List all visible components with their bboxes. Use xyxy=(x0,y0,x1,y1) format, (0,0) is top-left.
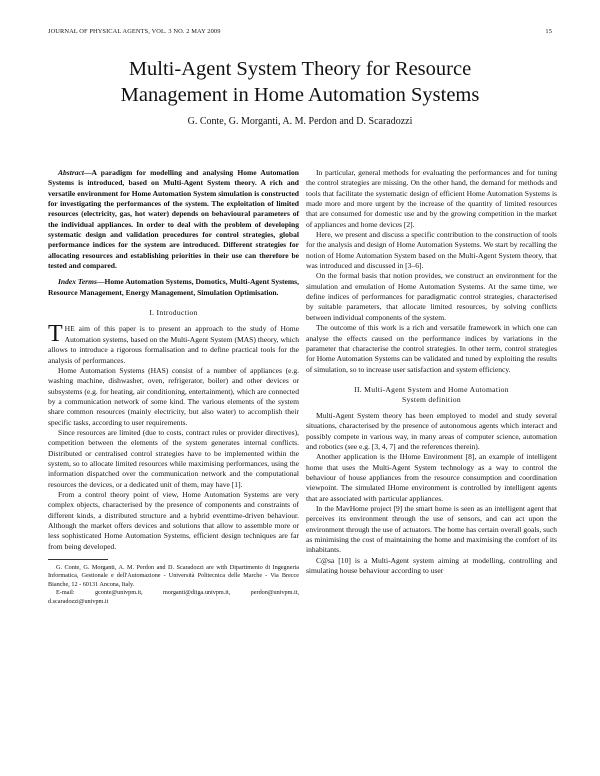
right-paragraph-4: The outcome of this work is a rich and versatile framework in which one can analyse the effects caused on the performance indices by variations in the parameter that characterise the control strategies. In other term, control strategies for Home Automation Systems can be validated and tuned by exploiting the results of simulation, so to increase user satisfaction and system efficiency. xyxy=(306,323,557,374)
author-email-footnote: E-mail: gconte@univpm.it, morganti@diiga.univpm.it, perdon@univpm.it, d.scaradozzi@univpm.it xyxy=(48,589,299,605)
paper-title xyxy=(40,56,560,108)
index-terms xyxy=(48,277,299,298)
title-line-1: Multi-Agent System Theory for Resource xyxy=(128,58,472,80)
section-heading-mas-line-2: System definition xyxy=(402,394,461,404)
section-heading-mas-line-1: II. Multi-Agent System and Home Automation xyxy=(354,384,509,394)
abstract xyxy=(48,168,299,271)
drop-cap: T xyxy=(48,321,63,348)
authors: G. Conte, G. Morganti, A. M. Perdon and D. Scaradozzi xyxy=(187,116,413,127)
intro-paragraph-3: Since resources are limited (due to costs, contract rules or provider directives), competition between the elements of the system generates internal conflicts. Distributed or centralised control strategies have to be implemented within the system, so to allocate limited resources while maximising performances, using the information dispatched over the communication network and the computational resources the devices, or a dedicated unit of them, may have [1]. xyxy=(48,427,299,489)
abstract-text: —A paradigm for modelling and analysing Home Automation Systems is introduced, based on Multi-Agent System theory. A rich and versatile environment for Home Automation System simulation is constructed for investigating the performances of the system. The exploitation of limited resources (electricity, gas, hot water) depends on behavioural parameters of the individual appliances. In order to deal with the problem of developing systematic design and validation procedures for control strategies, global performance indices for the system are introduced. Different strategies for allocating resources and establishing priorities in their use can therefore be tested and compared. xyxy=(48,168,299,271)
journal-header: JOURNAL OF PHYSICAL AGENTS, VOL. 3 NO. 2 MAY 2009 xyxy=(48,28,221,35)
index-terms-text: —Home Automation Systems, Domotics, Multi-Agent Systems, Resource Management, Energy Management, Simulation Optimisation. xyxy=(48,277,300,297)
intro-paragraph-1 xyxy=(48,321,299,365)
intro-paragraph-2: Home Automation Systems (HAS) consist of a number of appliances (e.g. washing machine, dishwasher, oven, refrigerator, boiler) and other devices or subsystems (e.g. for heating, air conditioning, entertainment), which are connected by a communication network of some kind. The various elements of the system share common resources (mainly electricity, but also water) to accomplish their specific tasks, according to user requirements. xyxy=(48,365,299,427)
intro-paragraph-4: From a control theory point of view, Home Automation Systems are very complex objects, characterised by the presence of components and constraints of different kinds, a distributed structure and a hybrid eventtime-driven behaviour. Although the market offers devices and solutions that allow to assemble more or less sophisticated Home Automation Systems, efficient design techniques are far from being developed. xyxy=(48,489,299,551)
mas-paragraph-4: C@sa [10] is a Multi-Agent system aiming at modelling, controlling and simulating house behaviour according to user xyxy=(306,555,557,576)
right-paragraph-3: On the formal basis that notion provides, we construct an environment for the simulation and emulation of Home Automation Systems. At the same time, we define indices of performances for paradigmatic control strategies, characterised by suitable parameters, that allocate limited resources, by solving conflicts between individual components of the system. xyxy=(306,271,557,322)
page-number: 15 xyxy=(545,28,552,35)
abstract-lead: Abstract xyxy=(58,168,84,177)
section-heading-introduction: I. Introduction xyxy=(149,308,198,318)
mas-paragraph-3: In the MavHome project [9] the smart home is seen as an intelligent agent that perceives its environment through the use of sensors, and can act upon the environment through the use of actuators. The home has certain overall goals, such as minimising the cost of maintaining the home and maximising the comfort of its inhabitants. xyxy=(306,503,557,555)
intro-paragraph-1-text: HE aim of this paper is to present an approach to the study of Home Automation systems, based on the Multi-Agent System (MAS) theory, which allows to introduce a rigorous formalisation and to define practical tools for the analysis of performances. xyxy=(48,324,299,365)
footnote-divider xyxy=(48,559,108,560)
right-column xyxy=(306,168,557,576)
mas-paragraph-1: Multi-Agent System theory has been employed to model and study several situations, characterised by the presence of autonomous agents which interact and possibly compete in various way, in many areas of computer science, automation and robotics (see e.g. [3, 4, 7] and the references therein). xyxy=(306,410,557,451)
right-paragraph-2: Here, we present and discuss a specific contribution to the construction of tools for the analysis and design of Home Automation Systems. We start by recalling the notion of Home Automation System based on the Multi-Agent System theory, that was introduced and discussed in [3–6]. xyxy=(306,230,557,271)
title-line-2: Management in Home Automation Systems xyxy=(120,84,480,106)
mas-paragraph-2: Another application is the IHome Environment [8], an example of intelligent home that uses the Multi-Agent System technology as a way to control the behaviour of house appliances from the resource consumption and coordination viewpoint. The simulated IHome environment is controlled by intelligent agents that are associated with particular appliances. xyxy=(306,452,557,503)
index-terms-lead: Index Terms xyxy=(58,277,97,287)
left-column xyxy=(48,168,299,606)
author-affiliation-footnote: G. Conte, G. Morganti, A. M. Perdon and D. Scaradozzi are with Dipartimento di Ingegneria Informatica, Gestionale e dell'Automazione - Università Politecnica delle Marche - Via Brecce Bianche, 12 - 60131 Ancona, Italy. xyxy=(48,564,299,588)
running-head xyxy=(48,28,552,38)
section-heading-mas xyxy=(306,385,557,405)
right-paragraph-1: In particular, general methods for evaluating the performances and for tuning the control strategies are missing. On the other hand, the demand for methods and tools that facilitate the systematic design of efficient Home Automation Systems is made more and more urgent by the increase of the quantity of limited resources that are consumed for domestic use and by the growing competition in the market of appliances and home devices [2]. xyxy=(306,168,557,229)
